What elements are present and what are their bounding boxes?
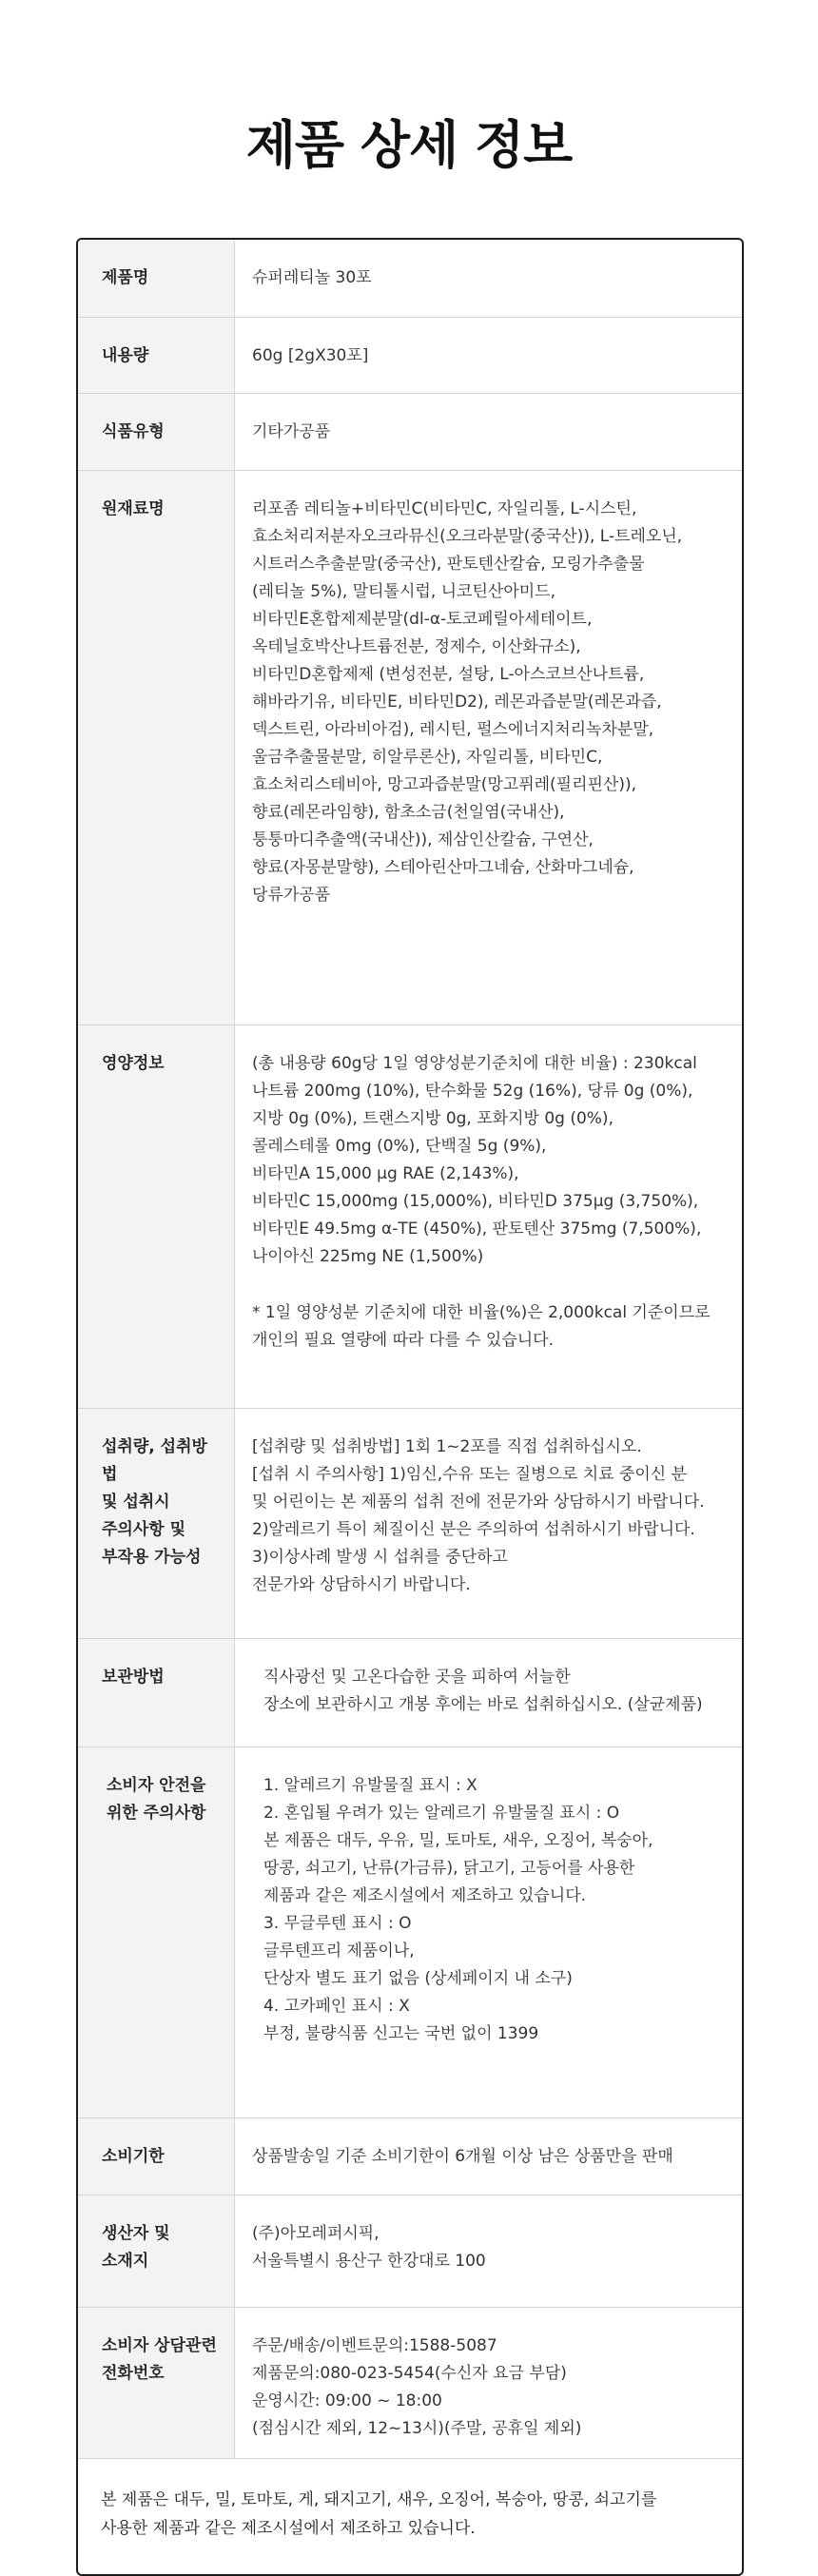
value-line: 운영시간: 09:00 ~ 18:00 — [252, 2391, 442, 2410]
value-line: 전문가와 상담하시기 바랍니다. — [252, 1575, 471, 1594]
row-label — [78, 1639, 235, 1747]
row-value — [235, 1639, 742, 1747]
value-line: 해바라기유, 비타민E, 비타민D2), 레몬과즙분말(레몬과즙, — [252, 693, 662, 712]
value-line: 본 제품은 대두, 우유, 밀, 토마토, 새우, 오징어, 복숭아, — [263, 1831, 653, 1850]
label-line: 식품유형 — [102, 422, 165, 441]
value-line: 슈퍼레티놀 30포 — [252, 268, 372, 287]
label-line: 보관방법 — [102, 1668, 165, 1687]
value-line: 시트러스추출분말(중국산), 판토텐산칼슘, 모링가추출물 — [252, 555, 645, 574]
value-line: [섭취량 및 섭취방법] 1회 1~2포를 직접 섭취하십시오. — [252, 1437, 642, 1456]
row-value — [235, 1025, 742, 1408]
label-line: 위한 주의사항 — [107, 1804, 206, 1823]
value-line: 1. 알레르기 유발물질 표시 : X — [263, 1776, 477, 1795]
value-line: 및 어린이는 본 제품의 섭취 전에 전문가와 상담하시기 바랍니다. — [252, 1493, 705, 1512]
page-title: 제품 상세 정보 — [245, 115, 573, 175]
value-line: 옥테닐호박산나트륨전분, 정제수, 이산화규소), — [252, 637, 581, 656]
row-label — [78, 240, 235, 317]
row-label — [78, 318, 235, 393]
value-line: 효소처리저분자오크라뮤신(오크라분말(중국산)), L-트레오닌, — [252, 527, 683, 546]
value-line: 리포좀 레티놀+비타민C(비타민C, 자일리톨, L-시스틴, — [252, 499, 637, 518]
value-line: 3)이상사례 발생 시 섭취를 중단하고 — [252, 1548, 508, 1567]
value-line: 울금추출물분말, 히알루론산), 자일리톨, 비타민C, — [252, 748, 603, 767]
label-line: 영양정보 — [102, 1054, 165, 1073]
value-line: 2)알레르기 특이 체질이신 분은 주의하여 섭취하시기 바랍니다. — [252, 1520, 695, 1539]
label-line: 섭취량, 섭취방법 — [102, 1437, 207, 1484]
allergen-note — [78, 2459, 742, 2574]
value-line: * 1일 영양성분 기준치에 대한 비율(%)은 2,000kcal 기준이므로 — [252, 1303, 711, 1322]
label-line: 전화번호 — [102, 2364, 165, 2383]
row-label — [78, 1409, 235, 1638]
value-line: (레티놀 5%), 말티톨시럽, 니코틴산아미드, — [252, 582, 555, 601]
value-line: 3. 무글루텐 표시 : O — [263, 1914, 412, 1933]
label-line: 소비자 상담관련 — [102, 2336, 217, 2355]
label-line: 및 섭취시 — [102, 1493, 170, 1512]
row-ingredients — [78, 471, 742, 1025]
row-label — [78, 2118, 235, 2195]
value-line: 비타민C 15,000mg (15,000%), 비타민D 375μg (3,750%), — [252, 1192, 699, 1211]
row-value — [235, 1747, 742, 2117]
value-line: 부정, 불량식품 신고는 국번 없이 1399 — [263, 2024, 539, 2043]
value-line: [섭취 시 주의사항] 1)임신,수유 또는 질병으로 치료 중이신 분 — [252, 1465, 688, 1484]
row-producer — [78, 2195, 742, 2308]
label-line: 소비기한 — [102, 2147, 165, 2166]
value-line: (점심시간 제외, 12~13시)(주말, 공휴일 제외) — [252, 2419, 582, 2438]
row-product-name — [78, 240, 742, 318]
row-value — [235, 394, 742, 470]
value-line: 향료(자몽분말향), 스테아린산마그네슘, 산화마그네슘, — [252, 858, 634, 877]
value-line: 땅콩, 쇠고기, 난류(가금류), 닭고기, 고등어를 사용한 — [263, 1859, 635, 1878]
row-value — [235, 471, 742, 1025]
row-value — [235, 318, 742, 393]
value-line: 나이아신 225mg NE (1,500%) — [252, 1247, 484, 1266]
row-nutrition — [78, 1025, 742, 1409]
row-label — [78, 2308, 235, 2458]
label-line: 부작용 가능성 — [102, 1548, 202, 1567]
row-customer-contact — [78, 2308, 742, 2459]
value-line: 2. 혼입될 우려가 있는 알레르기 유발물질 표시 : O — [263, 1804, 620, 1823]
row-value — [235, 2195, 742, 2307]
row-volume — [78, 318, 742, 394]
value-line: 비타민E혼합제제분말(dl-α-토코페릴아세테이트, — [252, 610, 593, 629]
value-line: 60g [2gX30포] — [252, 346, 369, 365]
value-line: 비타민E 49.5mg α-TE (450%), 판토텐산 375mg (7,500%), — [252, 1220, 702, 1239]
row-food-type — [78, 394, 742, 471]
label-line: 내용량 — [102, 346, 149, 365]
value-line: 제품문의:080-023-5454(수신자 요금 부담) — [252, 2364, 567, 2383]
row-value — [235, 2308, 742, 2458]
value-line: 기타가공품 — [252, 422, 331, 441]
value-line: 나트륨 200mg (10%), 탄수화물 52g (16%), 당류 0g (0%), — [252, 1082, 693, 1101]
row-storage — [78, 1639, 742, 1747]
value-line: 효소처리스테비아, 망고과즙분말(망고퓌레(필리핀산)), — [252, 775, 637, 794]
row-label — [78, 471, 235, 1025]
value-line: 상품발송일 기준 소비기한이 6개월 이상 남은 상품만을 판매 — [252, 2147, 673, 2166]
row-intake-method — [78, 1409, 742, 1639]
value-line: (총 내용량 60g당 1일 영양성분기준치에 대한 비율) : 230kcal — [252, 1054, 697, 1073]
note-line: 사용한 제품과 같은 제조시설에서 제조하고 있습니다. — [101, 2519, 476, 2538]
value-line: 직사광선 및 고온다습한 곳을 피하여 서늘한 — [263, 1668, 571, 1687]
label-line: 주의사항 및 — [102, 1520, 186, 1539]
value-line: 지방 0g (0%), 트랜스지방 0g, 포화지방 0g (0%), — [252, 1109, 614, 1128]
value-line: 장소에 보관하시고 개봉 후에는 바로 섭취하십시오. (살균제품) — [263, 1695, 703, 1714]
value-spacer — [252, 1271, 721, 1299]
label-line: 원재료명 — [102, 499, 165, 518]
value-line: 주문/배송/이벤트문의:1588-5087 — [252, 2336, 497, 2355]
value-line: 향료(레몬라임향), 함초소금(천일염(국내산), — [252, 803, 565, 822]
row-label — [78, 1025, 235, 1408]
value-line: 단상자 별도 표기 없음 (상세페이지 내 소구) — [263, 1969, 573, 1988]
value-line: 개인의 필요 열량에 따라 다를 수 있습니다. — [252, 1331, 555, 1350]
value-line: 비타민D혼합제제 (변성전분, 설탕, L-아스코브산나트륨, — [252, 665, 645, 684]
row-value — [235, 240, 742, 317]
label-line: 소재지 — [102, 2252, 149, 2271]
row-label — [78, 2195, 235, 2307]
value-line: 4. 고카페인 표시 : X — [263, 1997, 410, 2016]
value-line: 콜레스테롤 0mg (0%), 단백질 5g (9%), — [252, 1137, 547, 1156]
value-line: 비타민A 15,000 μg RAE (2,143%), — [252, 1164, 519, 1183]
label-line: 소비자 안전을 — [107, 1776, 206, 1795]
label-line: 생산자 및 — [102, 2224, 170, 2243]
row-label — [78, 1747, 235, 2117]
label-line: 제품명 — [102, 268, 149, 287]
value-line: 서울특별시 용산구 한강대로 100 — [252, 2252, 486, 2271]
value-line: 제품과 같은 제조시설에서 제조하고 있습니다. — [263, 1886, 587, 1905]
product-spec-table — [76, 238, 744, 2576]
row-value — [235, 1409, 742, 1638]
value-line: 덱스트린, 아라비아검), 레시틴, 펄스에너지처리녹차분말, — [252, 720, 654, 739]
row-label — [78, 394, 235, 470]
row-value — [235, 2118, 742, 2195]
value-line: 퉁퉁마디추출액(국내산)), 제삼인산칼슘, 구연산, — [252, 830, 594, 849]
note-line: 본 제품은 대두, 밀, 토마토, 게, 돼지고기, 새우, 오징어, 복숭아, 땅콩, 쇠고기를 — [101, 2490, 657, 2509]
value-line: (주)아모레퍼시픽, — [252, 2224, 380, 2243]
row-consumer-safety — [78, 1747, 742, 2118]
row-expiry — [78, 2118, 742, 2195]
value-line: 당류가공품 — [252, 886, 331, 905]
value-line: 글루텐프리 제품이나, — [263, 1942, 415, 1961]
